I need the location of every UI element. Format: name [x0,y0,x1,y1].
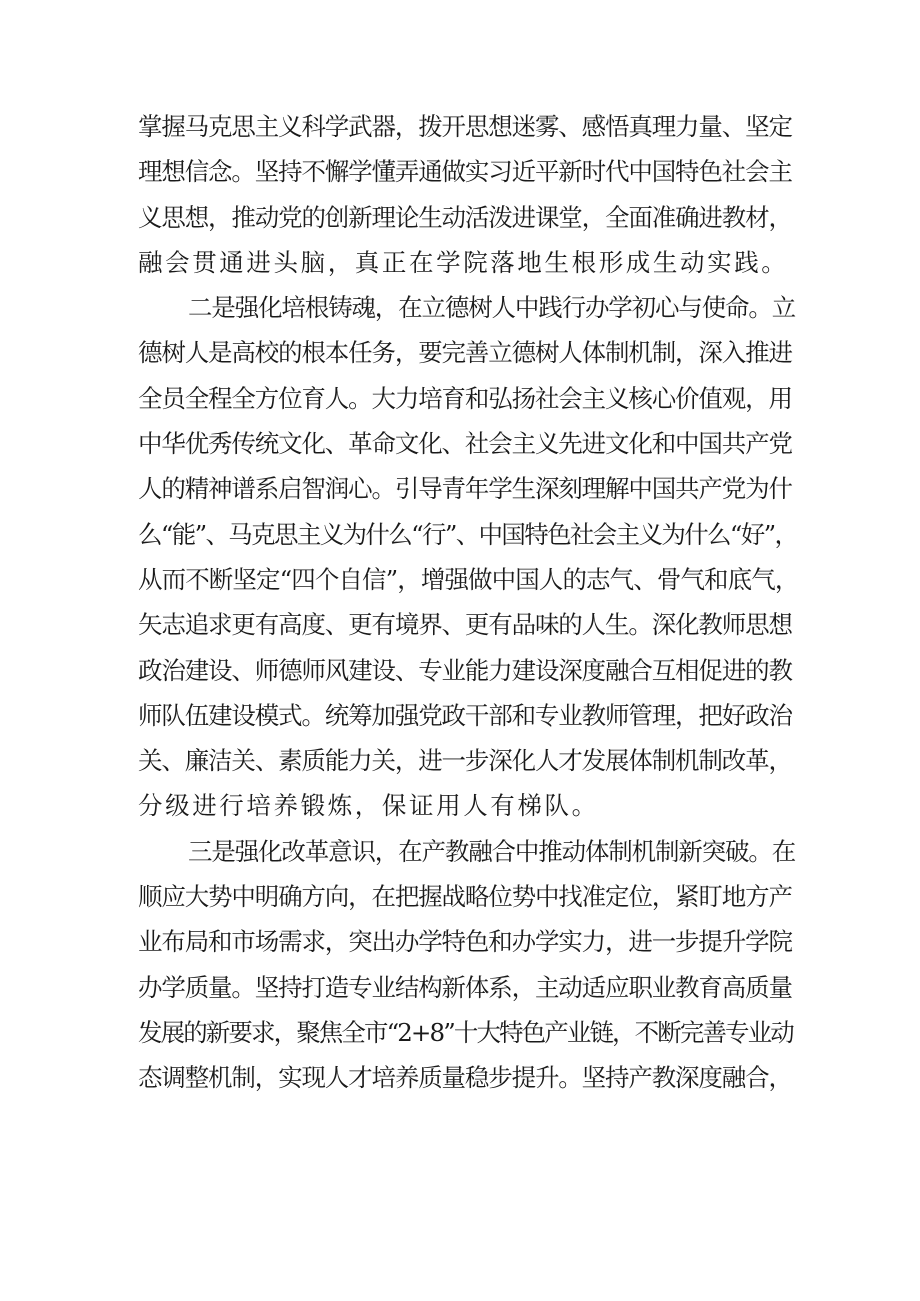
paragraph-2-line-11: 关、廉洁关、素质能力关，进一步深化人才发展体制机制改革， [138,746,792,776]
paragraph-3-line-3: 业布局和市场需求，突出办学特色和办学实力，进一步提升学院 [138,927,792,957]
paragraph-1-line-1: 掌握马克思主义科学武器，拨开思想迷雾、感悟真理力量、坚定 [138,112,792,141]
paragraph-2-line-4: 中华优秀传统文化、革命文化、社会主义先进文化和中国共产党 [138,429,792,459]
document-body [138,104,798,1101]
paragraph-1-line-2: 理想信念。坚持不懈学懂弄通做实习近平新时代中国特色社会主 [138,157,792,187]
paragraph-2-line-5: 人的精神谱系启智润心。引导青年学生深刻理解中国共产党为什 [138,474,792,504]
paragraph-2-line-8: 矢志追求更有高度、更有境界、更有品味的人生。深化教师思想 [138,610,792,640]
paragraph-2-line-7: 从而不断坚定“四个自信”，增强做中国人的志气、骨气和底气， [138,564,799,594]
paragraph-2-line-6: 么“能”、马克思主义为什么“行”、中国特色社会主义为什么“好”， [138,519,798,549]
paragraph-3-line-4: 办学质量。坚持打造专业结构新体系，主动适应职业教育高质量 [138,972,792,1002]
paragraph-2-line-1: 二是强化培根铸魂，在立德树人中践行办学初心与使命。立 [188,293,796,323]
paragraph-2-line-9: 政治建设、师德师风建设、专业能力建设深度融合互相促进的教 [138,655,792,685]
paragraph-2-line-2: 德树人是高校的根本任务，要完善立德树人体制机制，深入推进 [138,338,792,368]
paragraph-3-line-5: 发展的新要求，聚焦全市“2+8”十大特色产业链，不断完善专业动 [138,1017,793,1047]
paragraph-1-line-4: 融会贯通进头脑，真正在学院落地生根形成生动实践。 [138,247,789,277]
paragraph-1-line-3: 义思想，推动党的创新理论生动活泼进课堂，全面准确进教材， [138,202,792,232]
paragraph-2-line-10: 师队伍建设模式。统筹加强党政干部和专业教师管理，把好政治 [138,700,792,730]
paragraph-3-line-1: 三是强化改革意识，在产教融合中推动体制机制新突破。在 [188,836,796,866]
paragraph-2-line-12: 分级进行培养锻炼，保证用人有梯队。 [138,791,599,821]
paragraph-2-line-3: 全员全程全方位育人。大力培育和弘扬社会主义核心价值观，用 [138,383,792,413]
paragraph-3-line-2: 顺应大势中明确方向，在把握战略位势中找准定位，紧盯地方产 [138,882,792,912]
paragraph-3-line-6: 态调整机制，实现人才培养质量稳步提升。坚持产教深度融合， [138,1063,792,1093]
